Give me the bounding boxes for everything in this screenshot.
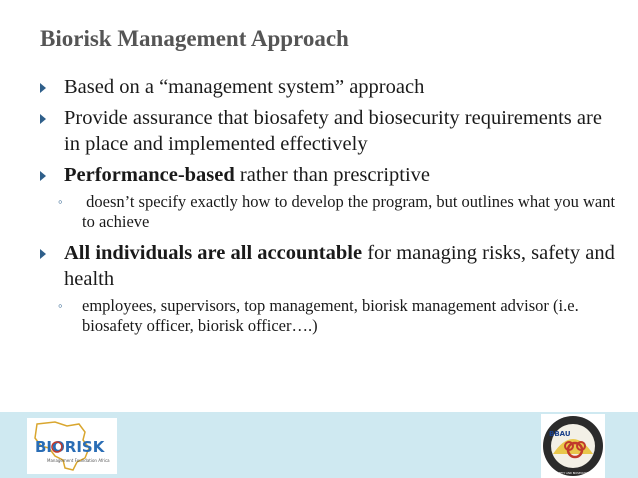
triangle-right-icon <box>40 114 46 124</box>
africa-map-icon <box>27 418 117 474</box>
biorisk-logo-name: BIORISK <box>35 438 105 456</box>
bullet-bold-text: All individuals are all accountable <box>64 242 363 264</box>
sub-bullet-text: employees, supervisors, top management, biorisk management advisor (i.e. biosafety officer, biorisk officer….) <box>82 296 579 335</box>
sub-bullet-text: doesn’t specify exactly how to develop the program, but outlines what you want to achieve <box>82 192 616 231</box>
circle-bullet-icon: ◦ <box>58 298 63 313</box>
biorisk-logo <box>27 418 117 474</box>
biohazard-seal-icon <box>541 414 605 478</box>
bullet-item <box>40 105 620 157</box>
triangle-right-icon <box>40 83 46 93</box>
bullet-text: rather than prescriptive <box>234 164 431 186</box>
sub-bullet-item <box>40 192 620 232</box>
bbau-badge-text: BBAU <box>549 430 571 438</box>
bbau-logo <box>541 414 605 478</box>
sub-bullet-item <box>40 296 620 336</box>
biorisk-logo-caption: Management Foundation Africa <box>47 458 110 463</box>
circle-bullet-icon: ◦ <box>58 194 63 209</box>
slide-title: Biorisk Management Approach <box>40 26 349 51</box>
bullet-item <box>40 74 620 100</box>
bbau-ring-text: BIOSAFETY AND BIOSECURITY ASSOCIATION <box>551 472 605 475</box>
triangle-right-icon <box>40 249 46 259</box>
bullet-text: Based on a “management system” approach <box>64 76 425 98</box>
triangle-right-icon <box>40 171 46 181</box>
bullet-list <box>40 74 620 344</box>
bullet-text: for managing risks, safety and health <box>64 242 615 290</box>
bullet-text: Provide assurance that biosafety and biosecurity requirements are in place and implemented effectively <box>64 107 602 155</box>
bullet-bold-text: Performance-based <box>64 164 235 186</box>
bullet-item <box>40 162 620 188</box>
bullet-item <box>40 240 620 292</box>
